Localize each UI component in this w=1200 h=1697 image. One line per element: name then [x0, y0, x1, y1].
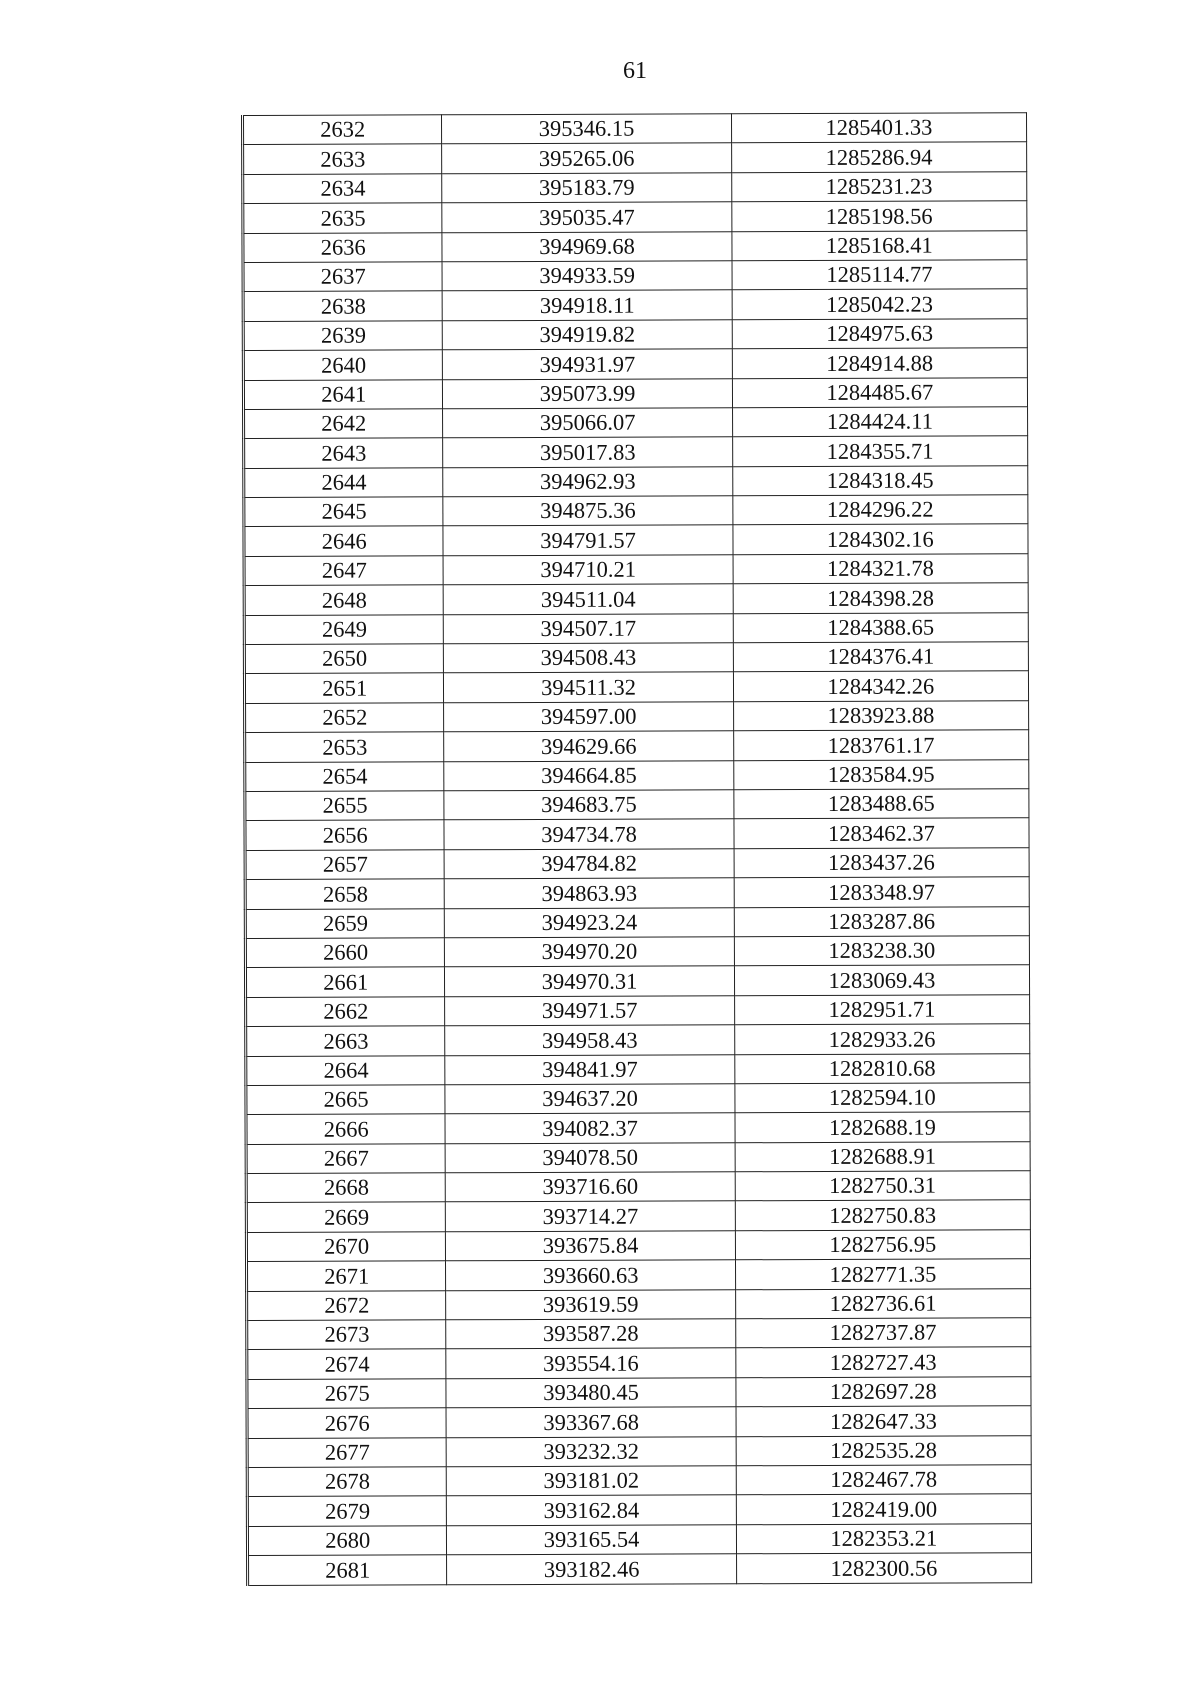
point-number-cell: 2636	[243, 232, 443, 262]
x-coordinate-cell: 394710.21	[443, 555, 732, 585]
y-coordinate-cell: 1283462.37	[734, 818, 1029, 848]
x-coordinate-cell: 394863.93	[445, 878, 734, 908]
point-number-cell: 2671	[247, 1261, 447, 1291]
table-row	[243, 113, 1027, 145]
point-number-cell: 2660	[245, 938, 445, 968]
x-coordinate-cell: 394970.20	[445, 937, 734, 967]
table-row	[248, 1553, 1032, 1585]
table-row	[247, 1259, 1031, 1291]
table-row	[243, 142, 1027, 174]
point-number-cell: 2681	[248, 1555, 448, 1585]
table-row	[245, 759, 1029, 791]
table-row	[246, 1141, 1030, 1173]
x-coordinate-cell: 394791.57	[443, 525, 732, 555]
x-coordinate-cell: 395183.79	[442, 173, 731, 203]
point-number-cell: 2667	[246, 1143, 446, 1173]
table-row	[244, 671, 1028, 703]
y-coordinate-cell: 1284424.11	[732, 407, 1027, 437]
table-row	[245, 730, 1029, 762]
y-coordinate-cell: 1285198.56	[731, 201, 1026, 231]
table-row	[244, 583, 1028, 615]
x-coordinate-cell: 394970.31	[445, 966, 734, 996]
y-coordinate-cell: 1283584.95	[733, 759, 1028, 789]
table-row	[246, 994, 1030, 1026]
table-row	[247, 1377, 1031, 1409]
y-coordinate-cell: 1282933.26	[734, 1024, 1029, 1054]
table-row	[246, 1053, 1030, 1085]
point-number-cell: 2635	[243, 203, 443, 233]
point-number-cell: 2638	[243, 291, 443, 321]
x-coordinate-cell: 393660.63	[446, 1260, 735, 1290]
x-coordinate-cell: 395017.83	[443, 437, 732, 467]
x-coordinate-cell: 394969.68	[442, 231, 731, 261]
point-number-cell: 2632	[243, 115, 443, 145]
y-coordinate-cell: 1284914.88	[732, 348, 1027, 378]
point-number-cell: 2642	[244, 409, 444, 439]
y-coordinate-cell: 1284398.28	[733, 583, 1028, 613]
x-coordinate-cell: 393714.27	[446, 1201, 735, 1231]
point-number-cell: 2677	[247, 1437, 447, 1467]
x-coordinate-cell: 393619.59	[446, 1289, 735, 1319]
y-coordinate-cell: 1284342.26	[733, 671, 1028, 701]
x-coordinate-cell: 393165.54	[447, 1525, 736, 1555]
table-row	[246, 1171, 1030, 1203]
y-coordinate-cell: 1284318.45	[732, 465, 1027, 495]
y-coordinate-cell: 1282688.19	[735, 1112, 1030, 1142]
x-coordinate-cell: 394511.32	[444, 672, 733, 702]
x-coordinate-cell: 393587.28	[446, 1319, 735, 1349]
table-row	[244, 407, 1028, 439]
x-coordinate-cell: 394082.37	[445, 1113, 734, 1143]
table-row	[244, 524, 1028, 556]
x-coordinate-cell: 395035.47	[442, 202, 731, 232]
point-number-cell: 2653	[245, 732, 445, 762]
point-number-cell: 2645	[244, 497, 444, 527]
table-row	[246, 1024, 1030, 1056]
point-number-cell: 2679	[247, 1496, 447, 1526]
x-coordinate-cell: 393181.02	[447, 1466, 736, 1496]
table-row	[247, 1318, 1031, 1350]
table-row	[247, 1523, 1031, 1555]
point-number-cell: 2664	[246, 1055, 446, 1085]
y-coordinate-cell: 1284355.71	[732, 436, 1027, 466]
x-coordinate-cell: 395265.06	[442, 143, 731, 173]
y-coordinate-cell: 1283238.30	[734, 936, 1029, 966]
x-coordinate-cell: 393480.45	[446, 1378, 735, 1408]
point-number-cell: 2657	[245, 850, 445, 880]
x-coordinate-cell: 393675.84	[446, 1231, 735, 1261]
y-coordinate-cell: 1282594.10	[735, 1083, 1030, 1113]
y-coordinate-cell: 1283287.86	[734, 906, 1029, 936]
table-row	[244, 612, 1028, 644]
x-coordinate-cell: 393716.60	[446, 1172, 735, 1202]
y-coordinate-cell: 1282737.87	[735, 1318, 1030, 1348]
x-coordinate-cell: 394918.11	[443, 290, 732, 320]
x-coordinate-cell: 394683.75	[444, 790, 733, 820]
point-number-cell: 2668	[246, 1173, 446, 1203]
point-number-cell: 2669	[246, 1202, 446, 1232]
point-number-cell: 2659	[245, 908, 445, 938]
point-number-cell: 2644	[244, 467, 444, 497]
table-row	[245, 877, 1029, 909]
y-coordinate-cell: 1282756.95	[735, 1230, 1030, 1260]
y-coordinate-cell: 1282810.68	[734, 1053, 1029, 1083]
x-coordinate-cell: 394511.04	[444, 584, 733, 614]
x-coordinate-cell: 394919.82	[443, 320, 732, 350]
table-row	[246, 1112, 1030, 1144]
y-coordinate-cell: 1285231.23	[731, 172, 1026, 202]
point-number-cell: 2634	[243, 174, 443, 204]
coordinates-table-body	[243, 113, 1032, 1585]
point-number-cell: 2665	[246, 1085, 446, 1115]
point-number-cell: 2672	[247, 1290, 447, 1320]
y-coordinate-cell: 1282771.35	[735, 1259, 1030, 1289]
point-number-cell: 2651	[244, 673, 444, 703]
point-number-cell: 2676	[247, 1408, 447, 1438]
point-number-cell: 2649	[244, 614, 444, 644]
point-number-cell: 2673	[247, 1320, 447, 1350]
y-coordinate-cell: 1282300.56	[736, 1553, 1031, 1583]
x-coordinate-cell: 394507.17	[444, 613, 733, 643]
point-number-cell: 2650	[244, 644, 444, 674]
x-coordinate-cell: 393162.84	[447, 1495, 736, 1525]
table-row	[245, 906, 1029, 938]
table-row	[247, 1406, 1031, 1438]
y-coordinate-cell: 1284296.22	[733, 495, 1028, 525]
y-coordinate-cell: 1284376.41	[733, 642, 1028, 672]
y-coordinate-cell: 1284485.67	[732, 377, 1027, 407]
x-coordinate-cell: 394078.50	[446, 1142, 735, 1172]
page-number: 61	[623, 58, 647, 84]
x-coordinate-cell: 394971.57	[445, 996, 734, 1026]
point-number-cell: 2656	[245, 820, 445, 850]
y-coordinate-cell: 1284388.65	[733, 612, 1028, 642]
x-coordinate-cell: 394629.66	[444, 731, 733, 761]
point-number-cell: 2646	[244, 526, 444, 556]
table-row	[244, 495, 1028, 527]
y-coordinate-cell: 1285401.33	[731, 113, 1026, 143]
y-coordinate-cell: 1285042.23	[732, 289, 1027, 319]
x-coordinate-cell: 394875.36	[443, 496, 732, 526]
x-coordinate-cell: 394923.24	[445, 907, 734, 937]
coordinates-table	[241, 112, 1032, 1585]
table-row	[247, 1288, 1031, 1320]
y-coordinate-cell: 1284975.63	[732, 318, 1027, 348]
x-coordinate-cell: 394784.82	[444, 849, 733, 879]
x-coordinate-cell: 394958.43	[445, 1025, 734, 1055]
table-row	[247, 1465, 1031, 1497]
x-coordinate-cell: 394931.97	[443, 349, 732, 379]
x-coordinate-cell: 394508.43	[444, 643, 733, 673]
table-row	[244, 642, 1028, 674]
point-number-cell: 2643	[244, 438, 444, 468]
point-number-cell: 2661	[245, 967, 445, 997]
y-coordinate-cell: 1282697.28	[736, 1377, 1031, 1407]
point-number-cell: 2647	[244, 556, 444, 586]
point-number-cell: 2652	[245, 703, 445, 733]
table-row	[246, 1230, 1030, 1262]
y-coordinate-cell: 1282647.33	[736, 1406, 1031, 1436]
y-coordinate-cell: 1282951.71	[734, 994, 1029, 1024]
y-coordinate-cell: 1282467.78	[736, 1465, 1031, 1495]
table-row	[244, 436, 1028, 468]
y-coordinate-cell: 1282688.91	[735, 1141, 1030, 1171]
y-coordinate-cell: 1283348.97	[734, 877, 1029, 907]
point-number-cell: 2674	[247, 1349, 447, 1379]
table-row	[245, 789, 1029, 821]
x-coordinate-cell: 393182.46	[447, 1554, 736, 1584]
point-number-cell: 2640	[243, 350, 443, 380]
x-coordinate-cell: 394933.59	[442, 261, 731, 291]
table-row	[243, 318, 1027, 350]
x-coordinate-cell: 393367.68	[446, 1407, 735, 1437]
y-coordinate-cell: 1282736.61	[735, 1288, 1030, 1318]
point-number-cell: 2663	[246, 1026, 446, 1056]
point-number-cell: 2675	[247, 1379, 447, 1409]
y-coordinate-cell: 1284321.78	[733, 554, 1028, 584]
table-row	[246, 1200, 1030, 1232]
y-coordinate-cell: 1283488.65	[734, 789, 1029, 819]
point-number-cell: 2670	[246, 1232, 446, 1262]
x-coordinate-cell: 394637.20	[445, 1084, 734, 1114]
point-number-cell: 2678	[247, 1467, 447, 1497]
y-coordinate-cell: 1284302.16	[733, 524, 1028, 554]
y-coordinate-cell: 1282535.28	[736, 1435, 1031, 1465]
y-coordinate-cell: 1285286.94	[731, 142, 1026, 172]
x-coordinate-cell: 395346.15	[442, 114, 731, 144]
y-coordinate-cell: 1282727.43	[735, 1347, 1030, 1377]
x-coordinate-cell: 393232.32	[447, 1436, 736, 1466]
point-number-cell: 2655	[245, 791, 445, 821]
table-row	[243, 230, 1027, 262]
table-row	[247, 1494, 1031, 1526]
point-number-cell: 2641	[243, 379, 443, 409]
x-coordinate-cell: 394734.78	[444, 819, 733, 849]
y-coordinate-cell: 1282750.83	[735, 1200, 1030, 1230]
table-row	[245, 848, 1029, 880]
table-row	[245, 818, 1029, 850]
y-coordinate-cell: 1283069.43	[734, 965, 1029, 995]
x-coordinate-cell: 393554.16	[446, 1348, 735, 1378]
table-row	[245, 965, 1029, 997]
x-coordinate-cell: 394597.00	[444, 702, 733, 732]
point-number-cell: 2648	[244, 585, 444, 615]
y-coordinate-cell: 1283761.17	[733, 730, 1028, 760]
table-row	[245, 701, 1029, 733]
point-number-cell: 2666	[246, 1114, 446, 1144]
point-number-cell: 2658	[245, 879, 445, 909]
x-coordinate-cell: 395066.07	[443, 408, 732, 438]
table-row	[245, 936, 1029, 968]
point-number-cell: 2680	[247, 1526, 447, 1556]
point-number-cell: 2662	[246, 997, 446, 1027]
table-row	[243, 201, 1027, 233]
table-row	[244, 465, 1028, 497]
y-coordinate-cell: 1283923.88	[733, 701, 1028, 731]
y-coordinate-cell: 1285168.41	[732, 230, 1027, 260]
point-number-cell: 2639	[243, 321, 443, 351]
table-row	[246, 1083, 1030, 1115]
table-row	[247, 1347, 1031, 1379]
x-coordinate-cell: 394664.85	[444, 760, 733, 790]
y-coordinate-cell: 1285114.77	[732, 260, 1027, 290]
x-coordinate-cell: 394841.97	[445, 1054, 734, 1084]
point-number-cell: 2637	[243, 262, 443, 292]
x-coordinate-cell: 394962.93	[443, 466, 732, 496]
table-row	[243, 260, 1027, 292]
y-coordinate-cell: 1282353.21	[736, 1523, 1031, 1553]
x-coordinate-cell: 395073.99	[443, 378, 732, 408]
y-coordinate-cell: 1283437.26	[734, 848, 1029, 878]
point-number-cell: 2654	[245, 761, 445, 791]
table-row	[247, 1435, 1031, 1467]
table-row	[243, 377, 1027, 409]
table-row	[243, 172, 1027, 204]
point-number-cell: 2633	[243, 144, 443, 174]
table-row	[244, 554, 1028, 586]
y-coordinate-cell: 1282419.00	[736, 1494, 1031, 1524]
table-row	[243, 289, 1027, 321]
y-coordinate-cell: 1282750.31	[735, 1171, 1030, 1201]
table-row	[243, 348, 1027, 380]
